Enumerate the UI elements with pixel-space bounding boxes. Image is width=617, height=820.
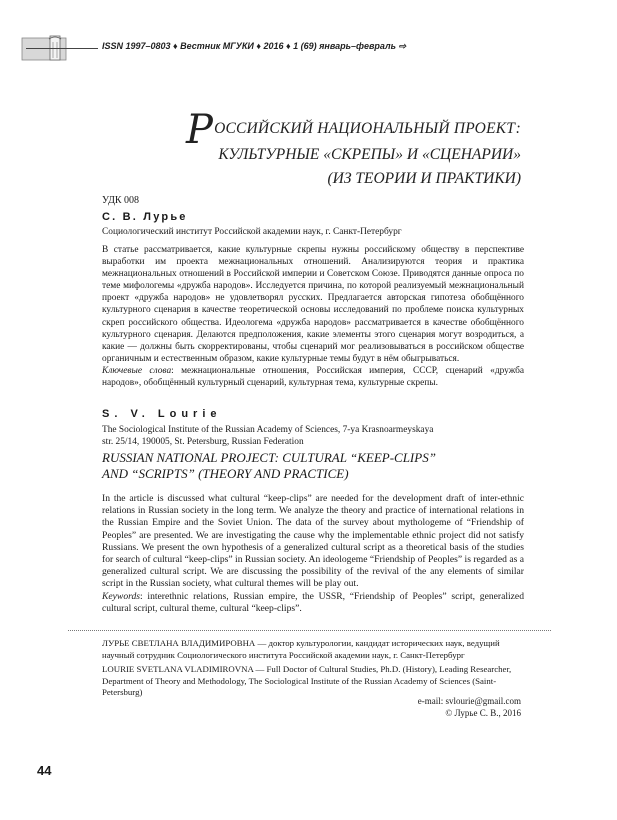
keywords-en-label: Keywords xyxy=(102,590,141,602)
affiliation-en xyxy=(102,424,524,448)
title-line-3: (ИЗ ТЕОРИИ И ПРАКТИКИ) xyxy=(327,170,521,187)
abstract-en-text: In the article is discussed what cultural “keep-clips” are needed for the development draft of inter-ethnic relations in Russian society in the long term. We analyze the theory and practice of international relations in the Russian Empire and the Soviet Union. The data of the survey about mythologeme of “Friendship of Peoples” are presented. We are investigating the cause why the implementable ethnic project did not satisfy Russians. We present the own hypothesis of a generalized cultural script as a theoretical basis of the studies for search of cultural “keep-clips” in Russian society. An ideologeme “Friendship of Peoples” is regarded as a generalized cultural script. We are discussing the possibility of the revival of the any elements of similar script in the Russian society, what cultural themes will be play out. xyxy=(102,493,524,590)
keywords-ru-text: : межнациональные отношения, Российская империя, СССР, сценарий «дружба народов», обобщённый культурный сценарий, культурная тема, культурные скрепы. xyxy=(102,365,524,389)
page-number: 44 xyxy=(37,763,52,778)
article-title-ru xyxy=(101,107,521,189)
author-name-en: S. V. Lourie xyxy=(102,408,222,420)
bio-en: LOURIE SVETLANA VLADIMIROVNA — Full Doctor of Cultural Studies, Ph.D. (History), Leading Researcher, Department of Theory and Methodology, The Sociological Institute of the Russian Academy of Sciences (Saint-Petersburg) xyxy=(102,664,512,698)
title-line-2: КУЛЬТУРНЫЕ «СКРЕПЫ» И «СЦЕНАРИИ» xyxy=(218,146,521,163)
keywords-en xyxy=(102,591,524,615)
abstract-ru-text: В статье рассматривается, какие культурные скрепы нужны российскому обществу в перспективе выработки им проекта межнациональных отношений. Анализируются теория и практика межнациональных отношений в Российской империи и Советском Союзе. Приводятся данные опроса по теме мифологемы «дружба народов». Исследуется причина, по которой реализуемый межнациональный проект «дружба народов» не удовлетворял русских. Предлагается авторская гипотеза обобщённого культурного сценария в качестве теоретической основы исследований по проблеме поиска культурных скреп российского общества. Идеологема «дружба народов» рассматривается в качестве обобщённого культурного сценария. Делаются предположения, какие элементы этого сценария могут возродиться, а какие — должны быть скорректированы, чтобы сценарий мог реализовываться в российском обществе органичным и естественным образом, какие культурные темы будут в нём обыгрываться. xyxy=(102,245,524,364)
keywords-ru-label: Ключевые слова xyxy=(102,365,172,376)
affiliation-en-line-2: str. 25/14, 190005, St. Petersburg, Russian Federation xyxy=(102,437,304,448)
keywords-ru xyxy=(102,365,524,389)
title-line-1: ОССИЙСКИЙ НАЦИОНАЛЬНЫЙ ПРОЕКТ: xyxy=(214,120,521,137)
affiliation-ru: Социологический институт Российской академии наук, г. Санкт-Петербург xyxy=(102,227,402,237)
article-title-en: RUSSIAN NATIONAL PROJECT: CULTURAL “KEEP-CLIPS” AND “SCRIPTS” (THEORY AND PRACTICE) xyxy=(102,450,436,481)
abstract-en xyxy=(102,493,524,615)
copyright-line: © Лурье С. В., 2016 xyxy=(445,707,521,718)
keywords-en-text: : interethnic relations, Russian empire, the USSR, “Friendship of Peoples” script, generalized cultural script, cultural theme, cultural “keep-clips”. xyxy=(102,590,524,614)
journal-header: ISSN 1997–0803 ♦ Вестник МГУКИ ♦ 2016 ♦ 1 (69) январь–февраль ⇨ xyxy=(102,41,407,51)
section-divider xyxy=(68,630,551,631)
author-email-link[interactable]: e-mail: svlourie@gmail.com xyxy=(417,696,521,706)
contact-info xyxy=(418,696,521,719)
author-bio xyxy=(102,638,524,702)
affiliation-en-line-1: The Sociological Institute of the Russian Academy of Sciences, 7-ya Krasnoarmeyskaya xyxy=(102,425,434,435)
author-name-ru: С. В. Лурье xyxy=(102,211,188,223)
udk-code: УДК 008 xyxy=(102,195,140,206)
abstract-ru xyxy=(102,244,524,389)
bio-ru: ЛУРЬЕ СВЕТЛАНА ВЛАДИМИРОВНА — доктор культурологии, кандидат исторических наук, ведущий научный сотрудник Социологического института Российской академии наук, г. Санкт-Петербург xyxy=(102,638,500,660)
header-rule xyxy=(26,48,98,49)
title-drop-cap: Р xyxy=(185,107,214,153)
